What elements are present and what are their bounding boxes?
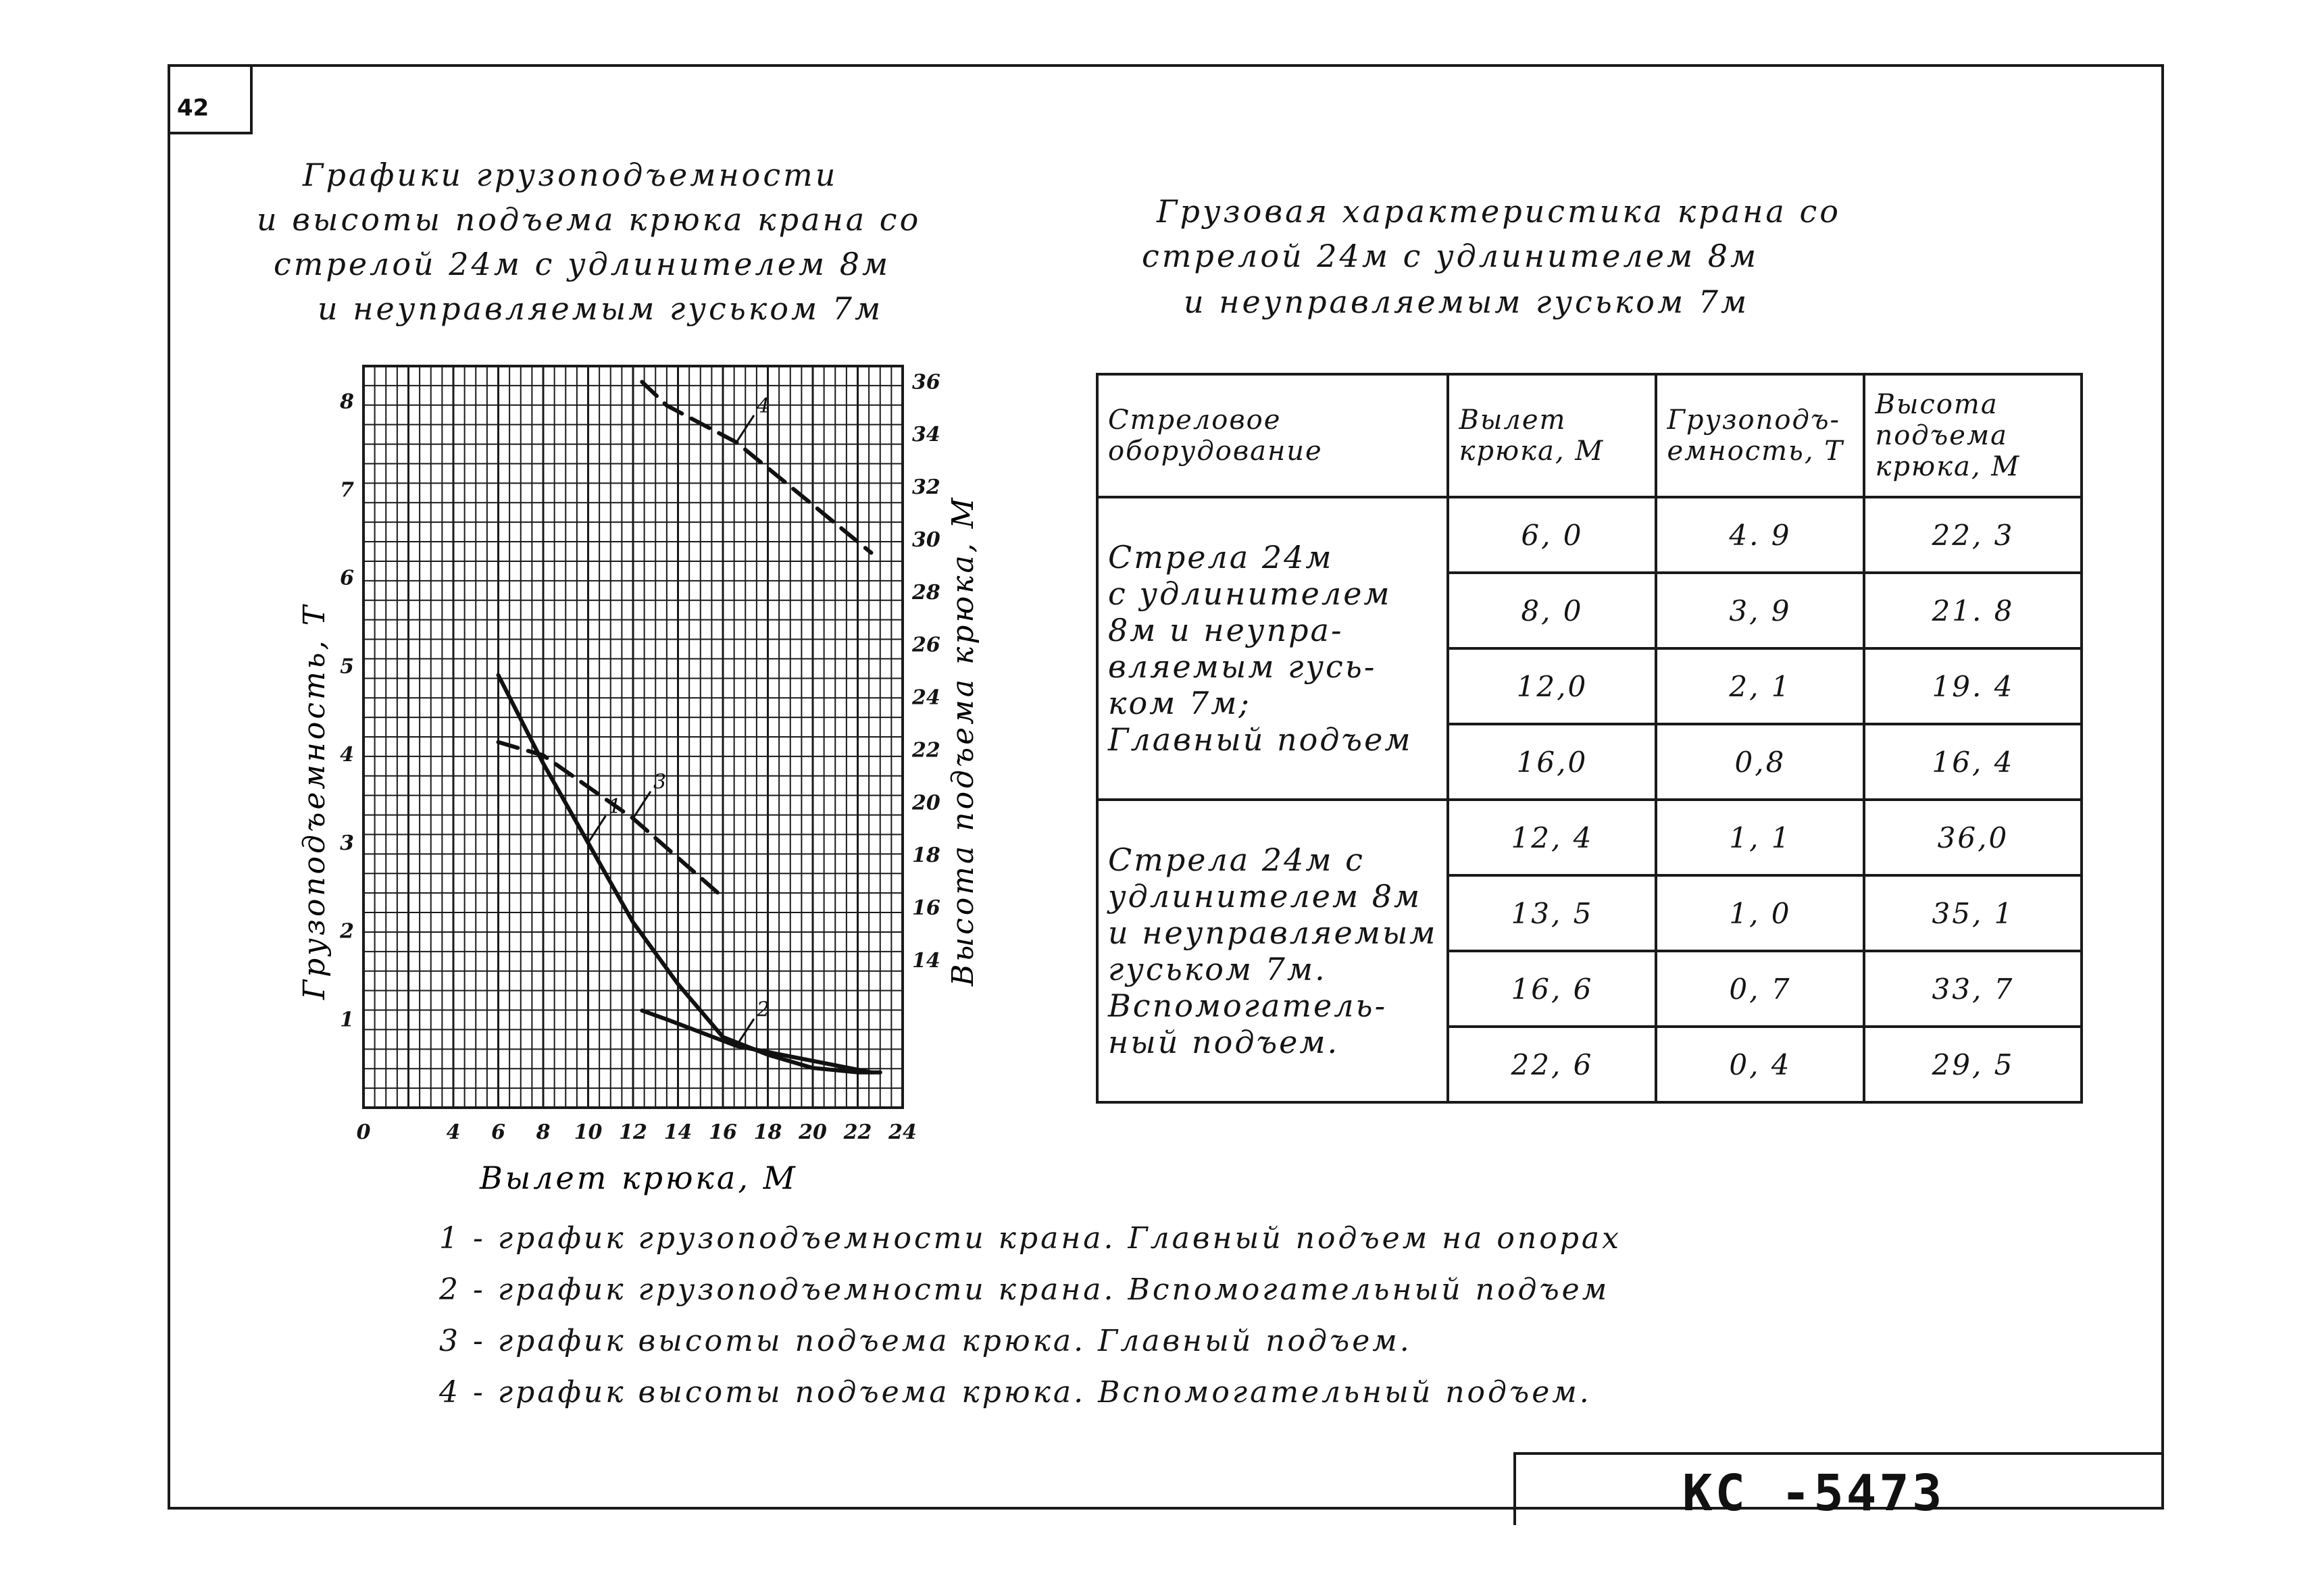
y-right-tick-label: 32 (912, 475, 940, 500)
capacity-cell: 0,8 (1656, 724, 1864, 800)
table-row (1097, 800, 2082, 875)
series-1-leader (588, 816, 606, 843)
chart-title-line: и высоты подъема крюка крана со (257, 201, 922, 238)
y-left-tick-label: 1 (340, 1008, 354, 1032)
y-right-tick-label: 24 (912, 686, 940, 710)
chart-title-line: и неуправляемым гуськом 7м (318, 290, 884, 327)
x-axis-label: Вылет крюка, М (480, 1160, 798, 1196)
equipment-line: вляемым гусь- (1108, 648, 1377, 685)
column-header: Стреловое оборудование (1097, 374, 1448, 497)
y-right-tick-label: 30 (912, 527, 940, 552)
y-right-tick-label: 18 (912, 844, 940, 868)
y-right-tick-label: 22 (912, 738, 940, 763)
equipment-line: Стрела 24м с (1108, 842, 1365, 878)
equipment-cell (1097, 800, 1448, 1102)
y-axis-label-right: Высота подъема крюка, М (946, 495, 980, 986)
capacity-cell: 0, 4 (1656, 1027, 1864, 1102)
reach-cell: 16,0 (1448, 724, 1656, 800)
height-cell: 29, 5 (1864, 1027, 2082, 1102)
legend-item: 2 - график грузоподъемности крана. Вспомогательный подъем (439, 1272, 1610, 1307)
reach-cell: 22, 6 (1448, 1027, 1656, 1102)
x-tick-label: 0 (356, 1121, 371, 1144)
equipment-line: 8м и неупра- (1108, 612, 1344, 648)
load-table (1096, 373, 2083, 1104)
column-header: Вылет крюка, М (1448, 374, 1656, 497)
legend-item: 1 - график грузоподъемности крана. Главный подъем на опорах (439, 1221, 1621, 1256)
height-cell: 19. 4 (1864, 648, 2082, 724)
chart-ticks (339, 370, 940, 1144)
table-title-line: и неуправляемым гуськом 7м (1184, 284, 1750, 320)
chart-title-line: стрелой 24м с удлинителем 8м (274, 246, 891, 282)
capacity-cell: 1, 1 (1656, 800, 1864, 875)
x-tick-label: 24 (888, 1121, 917, 1144)
equipment-line: Вспомогатель- (1108, 987, 1388, 1024)
capacity-cell: 4. 9 (1656, 497, 1864, 573)
series-4-label: 4 (756, 394, 770, 418)
capacity-cell: 3, 9 (1656, 573, 1864, 648)
y-left-tick-label: 5 (340, 654, 354, 679)
equipment-line: Стрела 24м (1108, 539, 1334, 575)
table-title-line: стрелой 24м с удлинителем 8м (1142, 238, 1759, 274)
y-left-tick-label: 4 (340, 743, 354, 767)
x-tick-label: 4 (446, 1121, 461, 1144)
y-right-tick-label: 16 (912, 896, 940, 921)
sheet-number: 42 (177, 95, 209, 122)
y-right-tick-label: 36 (912, 370, 940, 394)
reach-cell: 16, 6 (1448, 951, 1656, 1027)
reach-cell: 13, 5 (1448, 875, 1656, 951)
legend-item: 3 - график высоты подъема крюка. Главный подъем. (439, 1324, 1412, 1358)
capacity-cell: 0, 7 (1656, 951, 1864, 1027)
equipment-line: ком 7м; (1108, 685, 1251, 721)
y-right-tick-label: 20 (912, 791, 940, 815)
equipment-line: ный подъем. (1108, 1024, 1340, 1060)
reach-cell: 12, 4 (1448, 800, 1656, 875)
series-3-label: 3 (653, 770, 667, 794)
reach-cell: 12,0 (1448, 648, 1656, 724)
x-tick-label: 16 (709, 1121, 737, 1144)
height-cell: 33, 7 (1864, 951, 2082, 1027)
height-cell: 35, 1 (1864, 875, 2082, 951)
y-right-tick-label: 34 (912, 423, 940, 447)
y-left-tick-label: 6 (340, 566, 354, 590)
capacity-cell: 2, 1 (1656, 648, 1864, 724)
y-left-tick-label: 7 (340, 478, 354, 502)
x-tick-label: 20 (799, 1121, 827, 1144)
table-title-line: Грузовая характеристика крана со (1157, 193, 1841, 230)
y-left-tick-label: 3 (340, 831, 354, 855)
table-row (1097, 497, 2082, 573)
height-cell: 21. 8 (1864, 573, 2082, 648)
x-tick-label: 8 (536, 1121, 551, 1144)
y-axis-label-left: Грузоподъемность, Т (297, 603, 332, 1000)
chart-grid (363, 366, 903, 1108)
x-tick-label: 6 (491, 1121, 505, 1144)
height-cell: 36,0 (1864, 800, 2082, 875)
y-left-tick-label: 2 (340, 919, 354, 944)
column-header: Высота подъема крюка, М (1864, 374, 2082, 497)
equipment-line: удлинителем 8м (1108, 878, 1422, 915)
legend-item: 4 - график высоты подъема крюка. Вспомогательный подъем. (439, 1375, 1592, 1410)
y-left-tick-label: 8 (340, 390, 354, 414)
capacity-cell: 1, 0 (1656, 875, 1864, 951)
reach-cell: 6, 0 (1448, 497, 1656, 573)
equipment-cell (1097, 497, 1448, 800)
x-tick-label: 22 (843, 1121, 872, 1144)
reach-cell: 8, 0 (1448, 573, 1656, 648)
equipment-line: Главный подъем (1108, 721, 1413, 758)
equipment-line: гуськом 7м. (1108, 951, 1327, 987)
series-2-label: 2 (756, 998, 770, 1022)
y-right-tick-label: 26 (912, 633, 940, 657)
table-header-row (1097, 374, 2082, 497)
equipment-line: и неуправляемым (1108, 915, 1438, 951)
series-1-label: 1 (608, 794, 622, 819)
drawing-code: КС -5473 (1682, 1464, 1945, 1522)
chart-title-line: Графики грузоподъемности (303, 157, 838, 193)
height-cell: 16, 4 (1864, 724, 2082, 800)
x-tick-label: 10 (574, 1121, 603, 1144)
column-header: Грузоподъ-емность, Т (1656, 374, 1864, 497)
x-tick-label: 18 (753, 1121, 782, 1144)
y-right-tick-label: 28 (912, 580, 940, 604)
x-tick-label: 14 (663, 1121, 693, 1144)
equipment-line: с удлинителем (1108, 575, 1392, 612)
y-right-tick-label: 14 (912, 948, 940, 973)
height-cell: 22, 3 (1864, 497, 2082, 573)
x-tick-label: 12 (619, 1121, 647, 1144)
